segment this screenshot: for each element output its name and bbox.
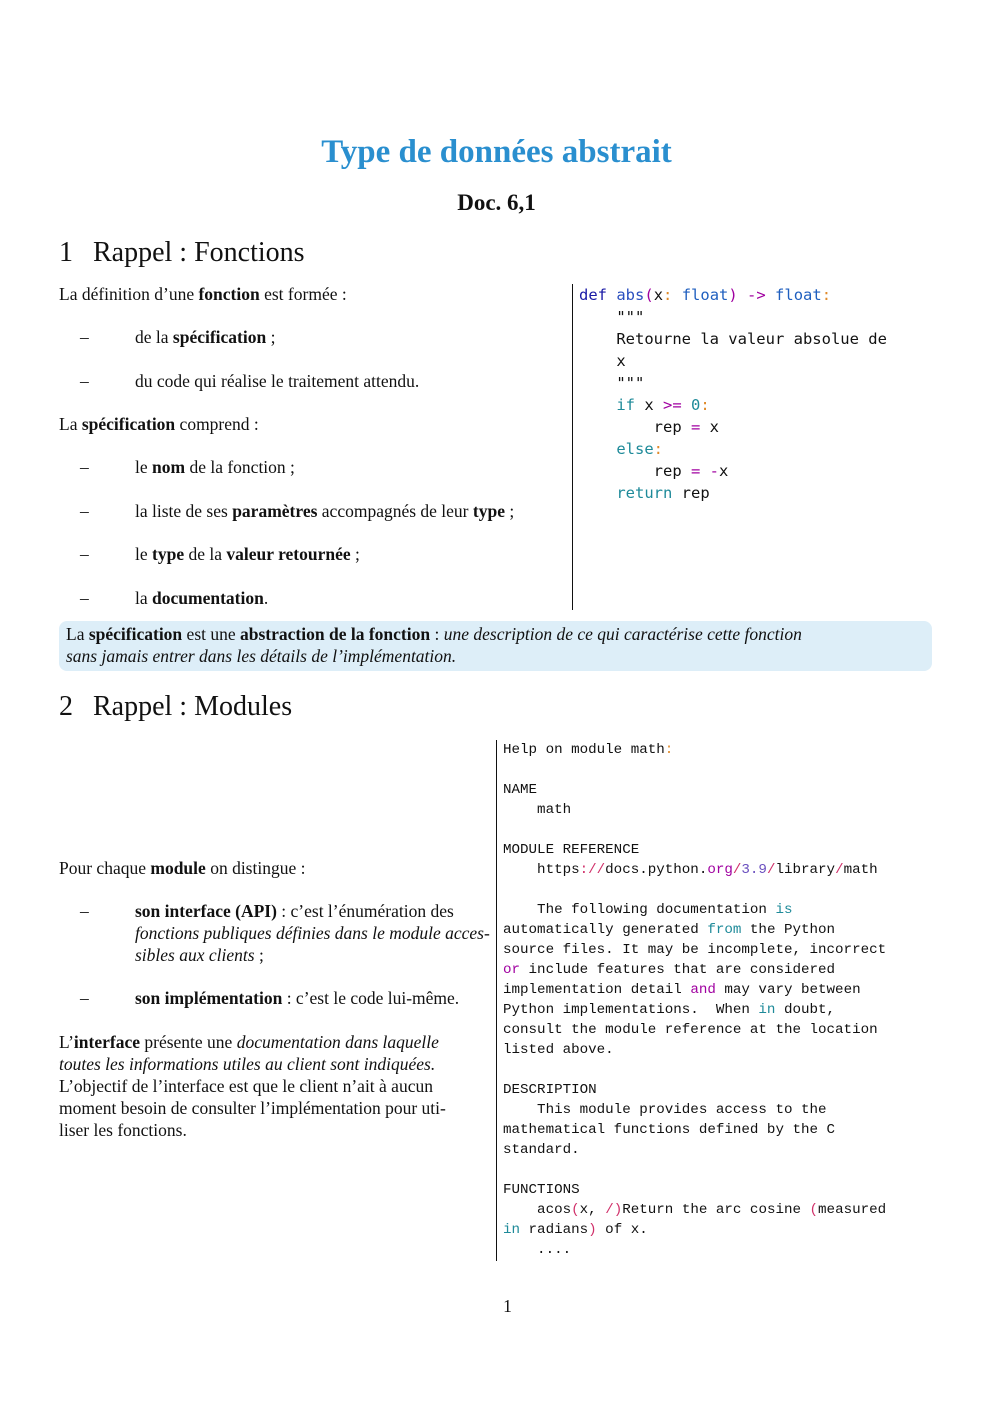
section-number: 1 [59, 237, 73, 268]
list-item-text: son interface (API) : c’est l’énumération des fonctions publiques définies dans le module acces- sibles aux clients ; [135, 901, 490, 965]
list-item-text: de la spécification ; [135, 327, 276, 347]
list-item: – la liste de ses paramètres accompagnés de leur type ; [80, 501, 515, 521]
text: est formée : [259, 284, 347, 304]
list-item: – son interface (API) : c’est l’énumération des fonctions publiques définies dans le module acces- sibles aux clients ; [80, 901, 490, 965]
section-2-intro: Pour chaque module on distingue : [59, 858, 306, 878]
keyword: fonction [198, 284, 260, 304]
document-subtitle: Doc. 6,1 [457, 190, 536, 215]
section-title: Rappel : Fonctions [93, 237, 305, 268]
spec-intro: La spécification comprend : [59, 414, 259, 434]
list-item: – la documentation. [80, 588, 269, 608]
code-block-abs: def abs(x: float) -> float: """ Retourne la valeur absolue de x """ if x >= 0: rep = x else: rep = -x return rep [579, 286, 887, 502]
list-item: – son implémentation : c’est le code lui-même. [80, 988, 460, 1008]
section-2-heading [59, 691, 292, 723]
definition-callout [59, 621, 932, 671]
list-item-text: le nom de la fonction ; [135, 457, 295, 477]
list-item-text: la documentation. [135, 588, 269, 608]
dash: – [80, 327, 89, 347]
code-divider [572, 284, 573, 610]
list-item [80, 370, 560, 392]
list-item-text: son implémentation : c’est le code lui-même. [135, 988, 460, 1008]
section-1-heading [59, 237, 305, 269]
interface-paragraph: L’interface présente une documentation dans laquelle toutes les informations utiles au client sont indiquées. L’objectif de l’interface est que le client n’ait à aucun moment besoin de consulter l’implémentation pour uti- liser les fonctions. [59, 1032, 446, 1140]
callout-text: La spécification est une abstraction de la fonction : une description de ce qui caractérise cette fonction sans jamais entrer dans les détails de l’implémentation. [66, 624, 802, 666]
list-item-text: le type de la valeur retournée ; [135, 544, 360, 564]
section-1-intro [59, 283, 347, 305]
document-title: Type de données abstrait [321, 134, 672, 170]
list-item-text: la liste de ses paramètres accompagnés de leur type ; [135, 501, 515, 521]
list-item: – le type de la valeur retournée ; [80, 544, 360, 564]
list-item: – le nom de la fonction ; [80, 457, 295, 477]
help-divider [496, 740, 497, 1261]
page-number: 1 [503, 1296, 512, 1316]
section-number: 2 [59, 691, 73, 722]
section-title: Rappel : Modules [93, 691, 293, 722]
help-output-block: Help on module math: NAME math MODULE REFERENCE https://docs.python.org/3.9/library/math The following documentation is automatically generated from the Python source files. It may be incomplete, incorrect or include features that are considered implementation detail and may vary between Python implementations. When in doubt, consult the module reference at the location listed above. DESCRIPTION This module provides access to the mathematical functions defined by the C standard. FUNCTIONS acos(x, /)Return the arc cosine (measured in radians) of x. .... [503, 742, 887, 1258]
text: La définition d’une [59, 284, 199, 304]
list-item-text: du code qui réalise le traitement attendu. [135, 371, 420, 391]
list-item [80, 326, 560, 348]
dash: – [80, 371, 89, 391]
